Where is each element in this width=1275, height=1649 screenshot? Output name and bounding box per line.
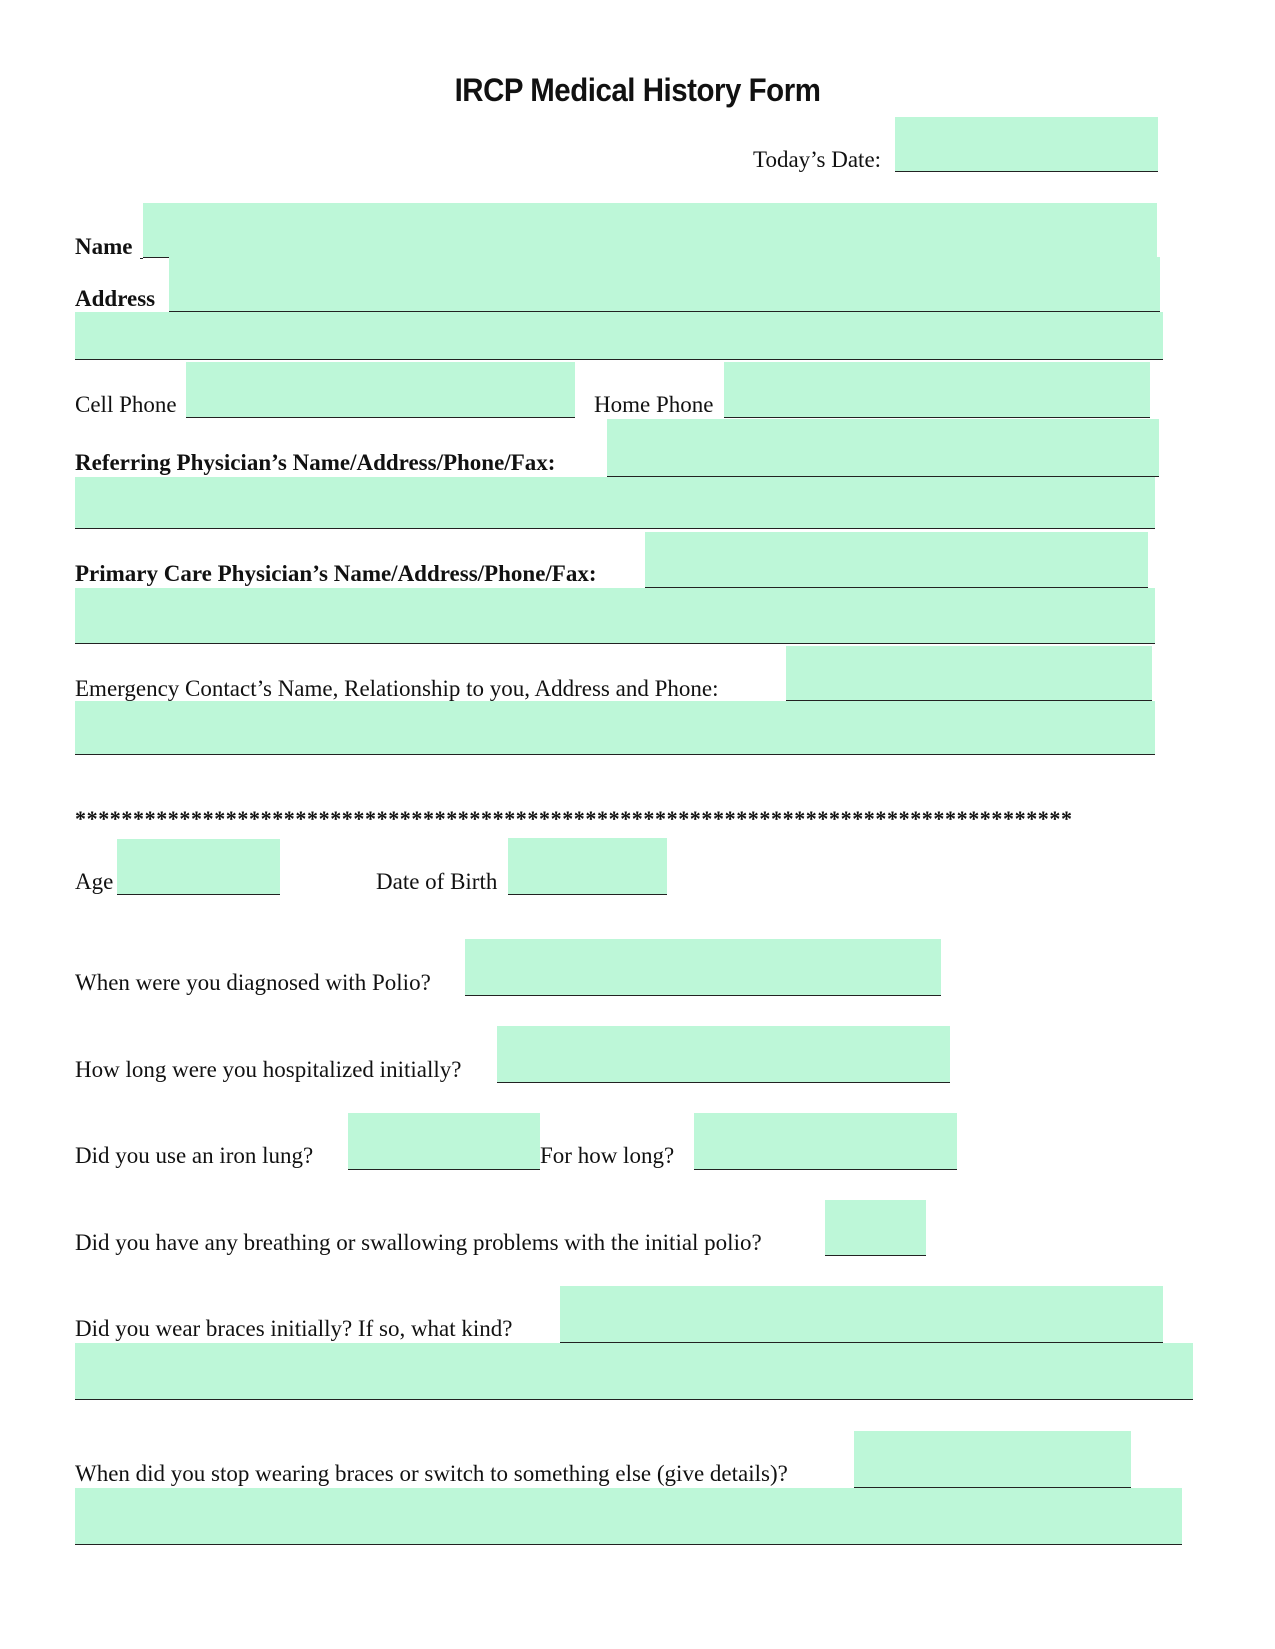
cell-phone-field[interactable]: [186, 362, 575, 418]
home-phone-field[interactable]: [724, 362, 1150, 418]
referring-physician-line2-field[interactable]: [75, 477, 1155, 529]
primary-care-physician-label: Primary Care Physician’s Name/Address/Phone/Fax:: [75, 561, 597, 586]
hospitalized-field[interactable]: [497, 1026, 950, 1083]
referring-physician-label: Referring Physician’s Name/Address/Phone/Fax:: [75, 450, 556, 475]
hospitalized-label: How long were you hospitalized initially?: [75, 1057, 462, 1082]
date-of-birth-label: Date of Birth: [376, 869, 498, 894]
breathing-problems-field[interactable]: [825, 1200, 926, 1256]
stopped-braces-line2-field[interactable]: [75, 1488, 1182, 1545]
braces-initially-label: Did you wear braces initially? If so, what kind?: [75, 1316, 513, 1341]
age-label: Age: [75, 869, 114, 894]
todays-date-label: Today’s Date:: [753, 147, 882, 172]
cell-phone-label: Cell Phone: [75, 392, 177, 417]
iron-lung-duration-field[interactable]: [694, 1113, 957, 1170]
referring-physician-field[interactable]: [607, 419, 1159, 477]
name-label: Name: [75, 234, 133, 259]
address-line2-field[interactable]: [75, 312, 1163, 360]
address-field[interactable]: [169, 257, 1160, 312]
iron-lung-duration-label: For how long?: [540, 1143, 675, 1168]
emergency-contact-field[interactable]: [786, 646, 1152, 701]
breathing-problems-label: Did you have any breathing or swallowing problems with the initial polio?: [75, 1230, 762, 1255]
date-of-birth-field[interactable]: [508, 838, 667, 895]
emergency-contact-label: Emergency Contact’s Name, Relationship to you, Address and Phone:: [75, 676, 719, 701]
todays-date-field[interactable]: [895, 117, 1158, 172]
iron-lung-field[interactable]: [348, 1113, 540, 1170]
iron-lung-label: Did you use an iron lung?: [75, 1143, 314, 1168]
braces-initially-field[interactable]: [560, 1286, 1163, 1343]
address-label: Address: [75, 286, 156, 311]
braces-initially-line2-field[interactable]: [75, 1343, 1193, 1400]
section-separator: **************************************************************************************: [75, 806, 1073, 831]
home-phone-label: Home Phone: [594, 392, 714, 417]
primary-care-physician-field[interactable]: [645, 532, 1148, 588]
emergency-contact-line2-field[interactable]: [75, 701, 1155, 755]
stopped-braces-field[interactable]: [854, 1431, 1131, 1488]
polio-diagnosed-field[interactable]: [465, 939, 941, 996]
name-field[interactable]: [143, 203, 1157, 258]
polio-diagnosed-label: When were you diagnosed with Polio?: [75, 970, 431, 995]
primary-care-physician-line2-field[interactable]: [75, 588, 1155, 644]
age-field[interactable]: [117, 839, 280, 895]
stopped-braces-label: When did you stop wearing braces or switch to something else (give details)?: [75, 1461, 788, 1486]
form-title: IRCP Medical History Form: [454, 72, 821, 108]
name-underline-stub: [140, 258, 143, 259]
